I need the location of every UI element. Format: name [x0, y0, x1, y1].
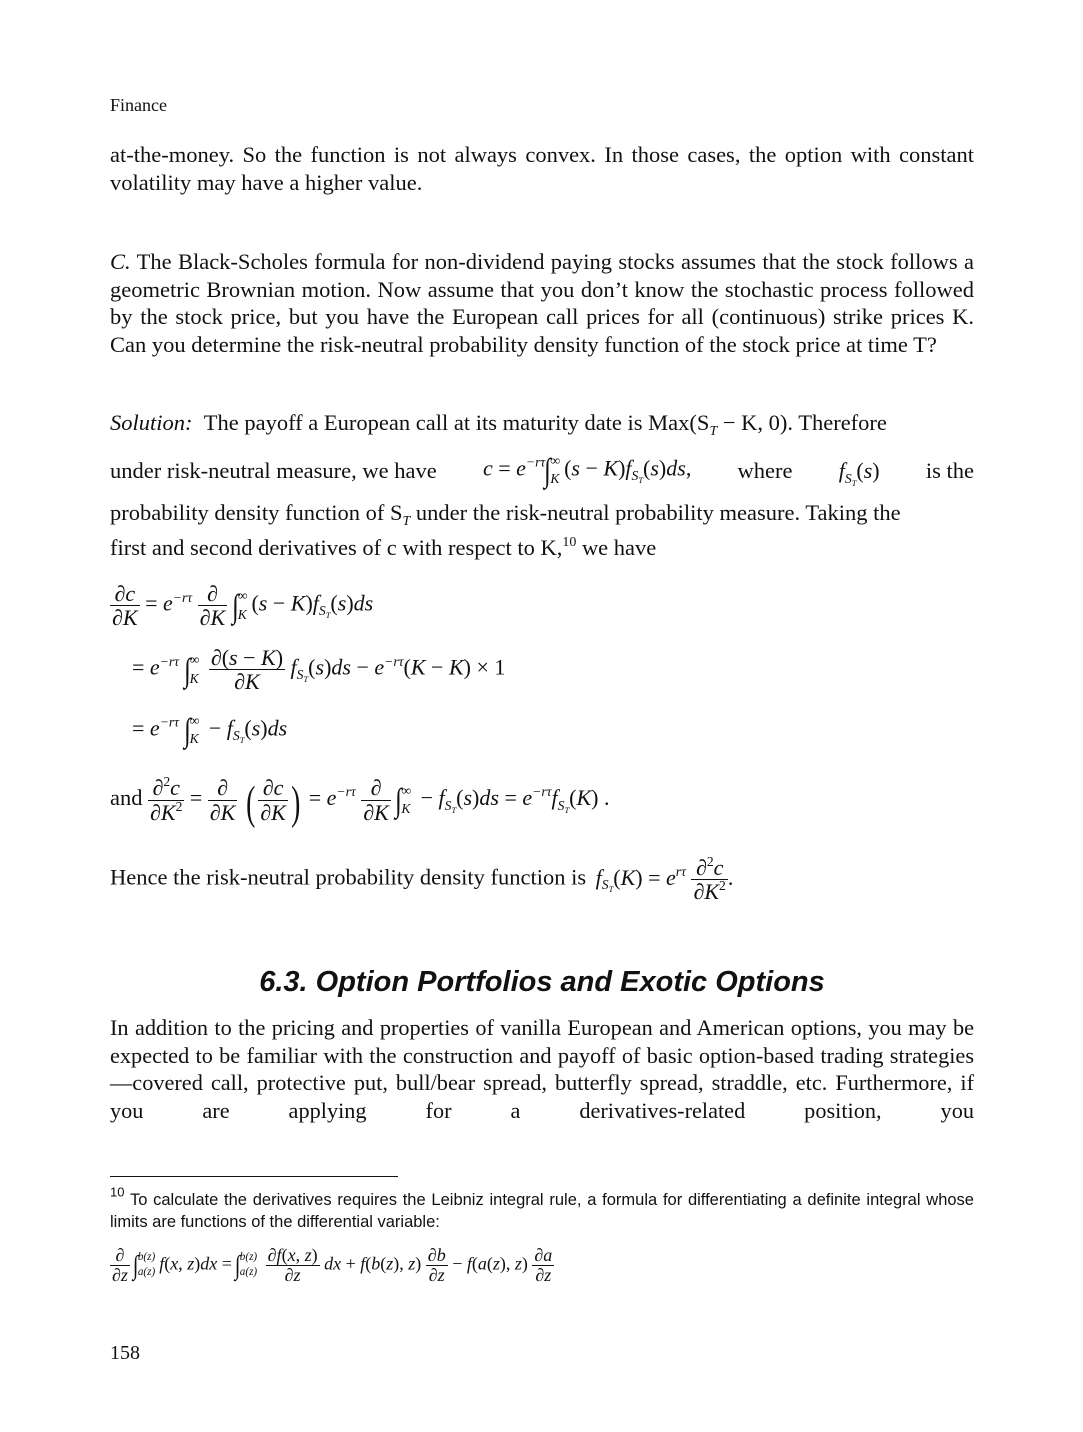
solution-text-1-end: − K, 0). Therefore	[717, 410, 887, 435]
paragraph-continuation: at-the-money. So the function is not always convex. In those cases, the option with constant volatility may have a higher value.	[110, 142, 974, 195]
solution-line-1	[110, 410, 974, 439]
page-number: 158	[110, 1342, 140, 1364]
solution-text-2a: under risk-neutral measure, we have	[110, 458, 437, 484]
density-result: $f_{S_T}(K) = e^{r\tau}$ $\frac{\partial^2c}{\partial K^2}$ .	[595, 854, 734, 905]
section-body: In addition to the pricing and properties of vanilla European and American options, you may be expected to be familiar with the construction and payoff of basic option-based trading strategies—covered call, protective put, bull/bear spread, butterfly spread, straddle, etc. Furthermore, if you are applying for a derivatives-related position, you	[110, 1015, 974, 1124]
derivation-line-2: = $e^{-r\tau}$ ∫ ∞ K $\frac{\partial(s - K)}{\partial K}$ $f_{S_T}(s)ds - e^{-r\tau}(K - K) \times 1$	[132, 645, 506, 695]
footnote	[110, 1184, 974, 1233]
leibniz-formula: $\frac{\partial}{\partial z}$ ∫ b(z) a(z) f(x, z)dx = ∫ b(z) a(z) $\frac{\partial f(x, z)}{\partial z}$ dx + f(b(z), z) $\frac{\partial b}{\partial z}$ − f(a(z), z) $\frac{\partial a}{\partial z}$	[112, 1245, 553, 1285]
solution-label: Solution:	[110, 410, 193, 435]
footnote-text: To calculate the derivatives requires the Leibniz integral rule, a formula for differentiating a definite integral whose limits are functions of the differential variable:	[110, 1191, 974, 1231]
solution-text-4-end: we have	[576, 535, 657, 560]
solution-line-2	[110, 452, 974, 490]
solution-text-4: first and second derivatives of c with respect to K,	[110, 535, 563, 560]
sub-t-2: T	[402, 513, 411, 529]
solution-text-3: probability density function of S	[110, 500, 403, 525]
derivation-line-1: $\frac{\partial c}{\partial K}$ = $e^{-r\tau}$ $\frac{\partial}{\partial K}$ ∫ ∞ K $(s - K)f_{S_T}(s)ds$	[112, 581, 374, 631]
second-derivative-line: and $\frac{\partial^2c}{\partial K^2}$ = $\frac{\partial}{\partial K}$ ( $\frac{\partial c}{\partial K}$ ) = $e^{-r\tau}$ $\frac{\partial}{\partial K}$ ∫ ∞ K − $f_{S_T}(s)ds = e^{-r\tau}f_{S_T}(K)$ .	[110, 774, 610, 828]
footnote-divider	[110, 1176, 398, 1177]
density-symbol: $f_{S_T}(s)$	[838, 458, 880, 488]
and-label: and	[110, 785, 143, 811]
solution-text-3-end: under the risk-neutral probability measure. Taking the	[410, 500, 901, 525]
solution-line-3	[110, 500, 974, 529]
footnote-number: 10	[110, 1184, 125, 1200]
footnote-ref: 10	[562, 534, 577, 550]
solution-line-4	[110, 535, 974, 561]
sub-t: T	[709, 423, 718, 439]
problem-c	[110, 248, 974, 358]
call-price-formula: $c = e^{-r\tau}\int$ ∞ K $(s - K)f_{S_T}(s)ds$,	[482, 453, 692, 490]
solution-text-2b: where	[737, 458, 793, 484]
running-header: Finance	[110, 95, 167, 115]
derivation-line-3: = $e^{-r\tau}$ ∫ ∞ K − $f_{S_T}(s)ds$	[132, 713, 288, 750]
section-heading: 6.3. Option Portfolios and Exotic Options	[259, 966, 825, 998]
solution-text-2c: is the	[925, 458, 974, 484]
problem-label: C.	[110, 249, 131, 274]
solution-text-1: The payoff a European call at its maturity date is Max(S	[203, 410, 710, 435]
problem-text: The Black-Scholes formula for non-dividend paying stocks assumes that the stock follows a geometric Brownian motion. Now assume that you don’t know the stochastic process followed by the stock price, but you have the European call prices for all (continuous) strike prices K. Can you determine the risk-neutral probability density function of the stock price at time T?	[110, 249, 975, 357]
hence-line	[110, 856, 733, 903]
hence-text: Hence the risk-neutral probability density function is	[110, 864, 587, 890]
